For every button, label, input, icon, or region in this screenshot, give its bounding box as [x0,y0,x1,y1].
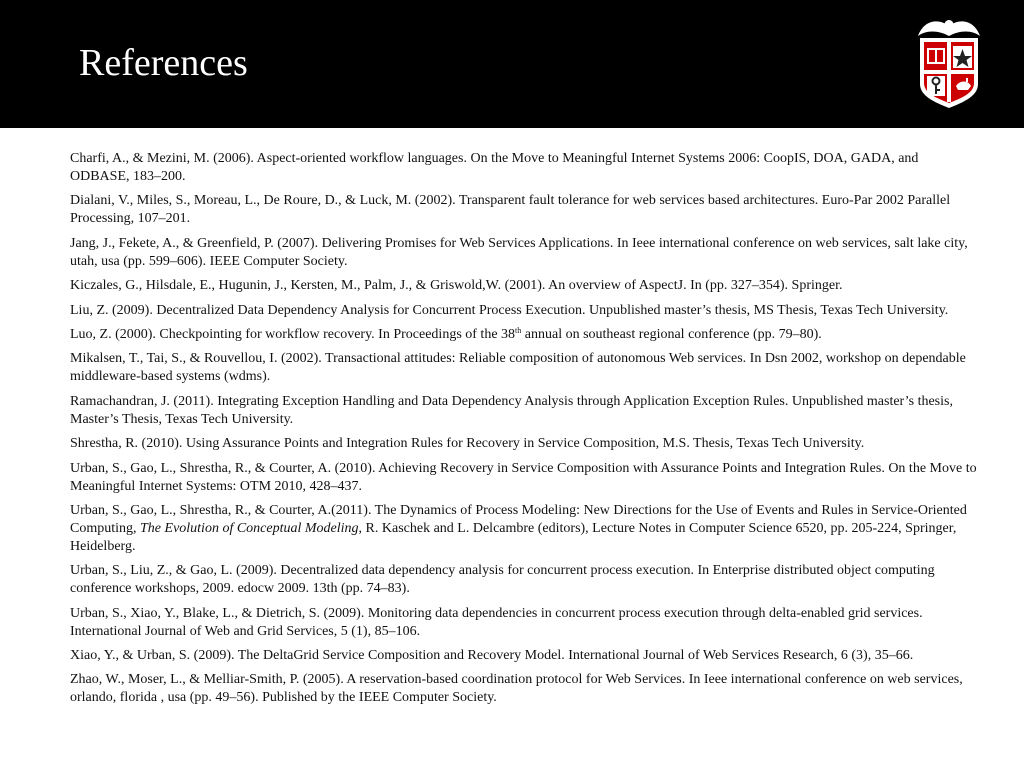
reference-item [70,326,980,344]
reference-item: Zhao, W., Moser, L., & Melliar-Smith, P. (2005). A reservation-based coordination protocol for Web Services. In Ieee international conference on web services, orlando, florida , usa (pp. 49–56). Published by the IEEE Computer Society. [70,672,963,706]
slide-header [0,0,1024,128]
reference-item: Mikalsen, T., Tai, S., & Rouvellou, I. (2002). Transactional attitudes: Reliable composition of autonomous Web services. In Dsn 2002, workshop on dependable middleware-based systems (wdms). [70,351,966,385]
reference-text: Luo, Z. (2000). Checkpointing for workflow recovery. In Proceedings of the 38 [70,326,516,342]
reference-item: Kiczales, G., Hilsdale, E., Hugunin, J., Kersten, M., Palm, J., & Griswold,W. (2001). An overview of AspectJ. In (pp. 327–354). Springer. [70,278,843,294]
reference-item [70,502,980,556]
reference-item: Shrestha, R. (2010). Using Assurance Points and Integration Rules for Recovery in Service Composition, M.S. Thesis, Texas Tech University. [70,436,865,452]
book-title: The Evolution of Conceptual Modeling [140,520,359,536]
reference-text: Urban, S., Gao, L., Shrestha, R., & Courter, A.(2011). The Dynamics of Process Modeling: New Directions for the Use of Events and Rules in Service-Oriented Computing, [70,502,967,536]
university-shield-logo-icon [914,14,984,110]
ordinal-suffix: th [515,325,522,335]
reference-item: Charfi, A., & Mezini, M. (2006). Aspect-oriented workflow languages. On the Move to Meaningful Internet Systems 2006: CoopIS, DOA, GADA, and ODBASE, 183–200. [70,151,919,184]
reference-text: , R. Kaschek and L. Delcambre (editors), Lecture Notes in Computer Science 6520, pp. 205-224, Springer, Heidelberg. [70,520,957,554]
reference-item: Urban, S., Liu, Z., & Gao, L. (2009). Decentralized data dependency analysis for concurrent process execution. In Enterprise distributed object computing conference workshops, 2009. edocw 2009. 13th (pp. 74–83). [70,563,935,597]
reference-item: Dialani, V., Miles, S., Moreau, L., De Roure, D., & Luck, M. (2002). Transparent fault tolerance for web services based architectures. Euro-Par 2002 Parallel Processing, 107–201. [70,193,951,227]
reference-item: Liu, Z. (2009). Decentralized Data Dependency Analysis for Concurrent Process Execution. Unpublished master’s thesis, MS Thesis, Texas Tech University. [70,302,949,318]
reference-list [70,150,980,714]
reference-item: Xiao, Y., & Urban, S. (2009). The DeltaGrid Service Composition and Recovery Model. International Journal of Web Services Research, 6 (3), 35–66. [70,648,914,664]
reference-item: Jang, J., Fekete, A., & Greenfield, P. (2007). Delivering Promises for Web Services Applications. In Ieee international conference on web services, salt lake city, utah, usa (pp. 599–606). IEEE Computer Society. [70,235,968,269]
reference-item: Ramachandran, J. (2011). Integrating Exception Handling and Data Dependency Analysis through Application Exception Rules. Unpublished master’s thesis, Master’s Thesis, Texas Tech University. [70,393,953,427]
reference-text: annual on southeast regional conference (pp. 79–80). [521,326,822,342]
slide-title: References [79,42,248,84]
reference-item: Urban, S., Gao, L., Shrestha, R., & Courter, A. (2010). Achieving Recovery in Service Composition with Assurance Points and Integration Rules. On the Move to Meaningful Internet Systems: OTM 2010, 428–437. [70,460,977,494]
reference-item: Urban, S., Xiao, Y., Blake, L., & Dietrich, S. (2009). Monitoring data dependencies in concurrent process execution through delta-enabled grid services. International Journal of Web and Grid Services, 5 (1), 85–106. [70,605,923,639]
